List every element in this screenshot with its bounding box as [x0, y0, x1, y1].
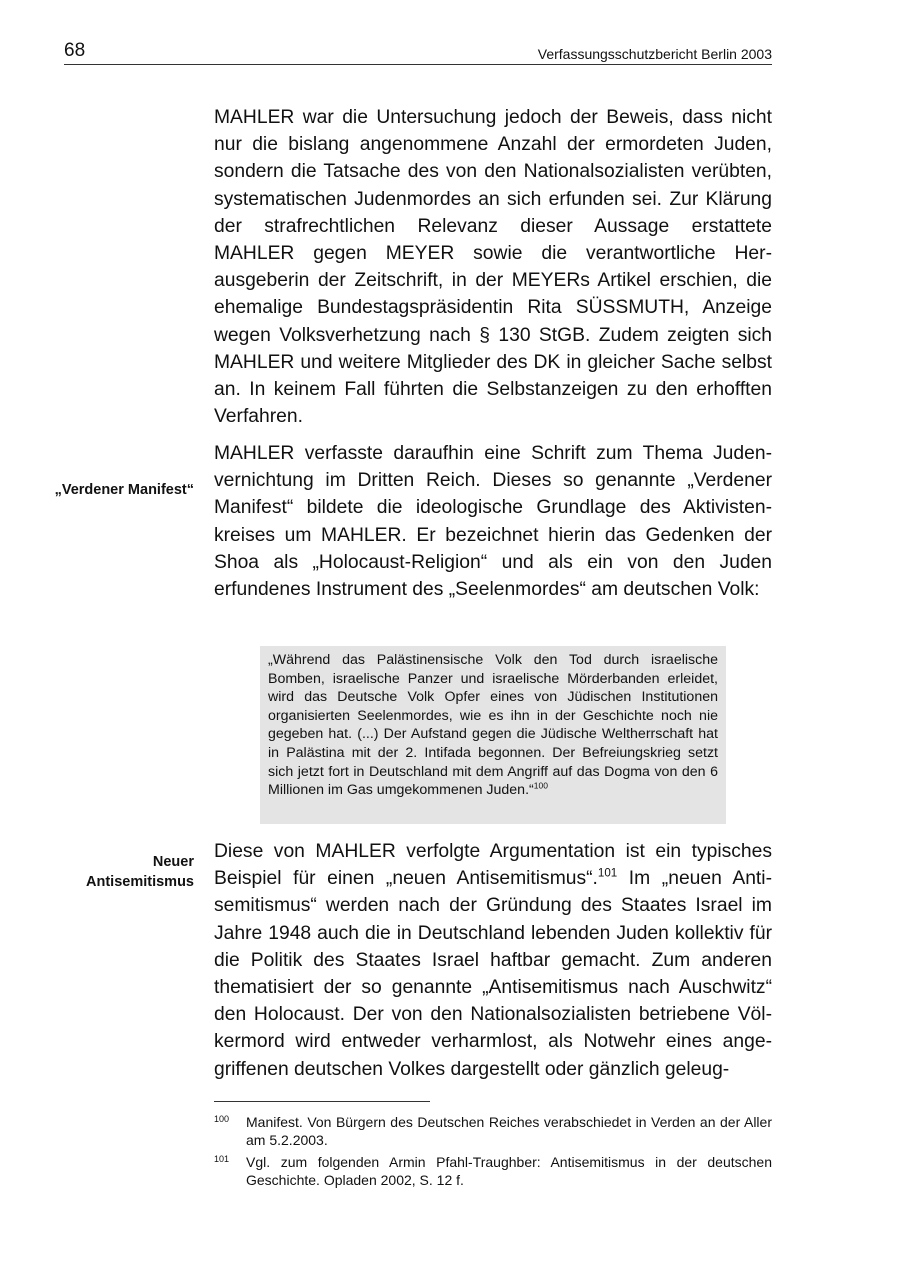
- footnote-number: 100: [214, 1114, 230, 1124]
- body-paragraph-3: [214, 838, 772, 1083]
- running-header-title: Verfassungsschutzbericht Berlin 2003: [537, 46, 772, 62]
- margin-note-verdener-manifest: „Verdener Manifest“: [54, 482, 194, 498]
- header-rule: [64, 64, 772, 65]
- body-paragraph-1: MAHLER war die Untersuchung jedoch der Beweis, dass nicht nur die bislang angenommene Anzahl der ermordeten Juden, sondern die Tatsache des von den Nationalsozialisten verübten, systematischen Judenmordes an sich erfunden sei. Zur Klärung der strafrechtlichen Relevanz dieser Aussage erstattete MAHLER gegen MEYER sowie die verantwortliche Herausgeberin der Zeitschrift, in der MEYERs Artikel erschien, die ehemalige Bundestagspräsidentin Rita SÜSSMUTH, Anzeige wegen Volksverhetzung nach § 130 StGB. Zudem zeigten sich MAHLER und weitere Mitglieder des DK in gleicher Sache selbst an. In keinem Fall führten die Selbstanzeigen zu den erhofften Verfahren.: [214, 107, 772, 428]
- block-quote-text: „Während das Palästinensische Volk den Tod durch israelische Bomben, israelische Panzer und israelische Mörderbanden erleidet, wird das Deutsche Volk Opfer eines von Jüdischen Institutionen organisierten Seelenmordes, wie es ihn in der Geschichte noch nie gegeben hat. (...) Der Aufstand gegen die Jüdische Weltherrschaft hat in Palästina mit der 2. Intifada begonnen. Der Befreiungskrieg setzt sich jetzt fort in Deutschland mit dem Angriff auf das Dogma von den 6 Millionen im Gas umgekommenen Juden.“: [268, 652, 718, 799]
- body-paragraph-3-part-1: Diese von MAHLER verfolgte Argumentation ist ein typisches Beispiel für einen „neuen Antisemitismus“.: [214, 841, 772, 890]
- footnote-number: 101: [214, 1154, 230, 1164]
- footnote-text: Vgl. zum folgenden Armin Pfahl-Traughber: Antisemitismus in der deutschen Geschichte. Opladen 2002, S. 12 f.: [246, 1154, 772, 1188]
- body-paragraph-2: MAHLER verfasste daraufhin eine Schrift zum Thema Judenvernichtung im Dritten Reich. Dieses so genannte „Verdener Manifest“ bildete die ideologische Grundlage des Aktivistenkreises um MAHLER. Er bezeichnet hierin das Gedenken der Shoa als „Holocaust-Religion“ und als ein von den Juden erfundenes Instrument des „Seelenmordes“ am deutschen Volk:: [214, 443, 772, 601]
- footnote-text: Manifest. Von Bürgern des Deutschen Reiches verabschiedet in Verden an der Aller am 5.2.2003.: [246, 1114, 772, 1148]
- footnote-ref-100[interactable]: 100: [533, 780, 548, 791]
- body-paragraph-3-part-2: Im „neuen Antisemitismus“ werden nach der Gründung des Staates Israel im Jahre 1948 auch die in Deutschland lebenden Juden kollektiv für die Politik des Staates Israel haftbar gemacht. Zum anderen thematisiert der so genannte „Antisemitismus nach Auschwitz“ den Holocaust. Der von den Nationalsozialisten betriebene Völkermord wird entweder verharmlost, als Notwehr eines angegriffenen deutschen Volkes dargestellt oder gänzlich geleug-: [214, 868, 772, 1080]
- margin-note-line-1: Neuer: [152, 854, 194, 870]
- margin-note-line-2: Antisemitismus: [86, 874, 194, 890]
- page-number: 68: [64, 40, 86, 61]
- margin-note-neuer-antisemitismus: [14, 852, 194, 892]
- block-quote: [268, 651, 718, 800]
- footnote-rule: [214, 1101, 430, 1102]
- footnote-ref-101[interactable]: 101: [597, 867, 618, 880]
